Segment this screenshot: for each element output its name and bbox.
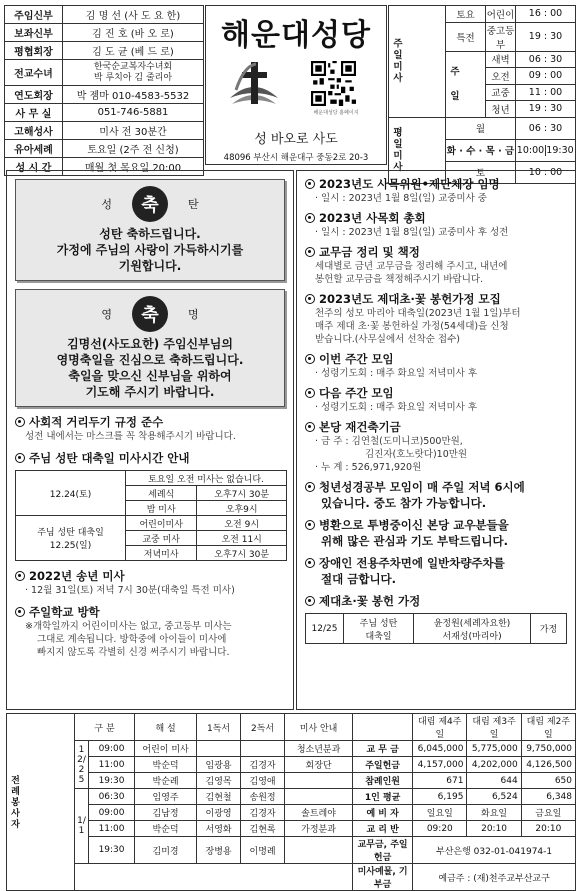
bullet-icon (15, 571, 25, 581)
table-cell: 2독서 (241, 714, 285, 741)
school-vacation: 주일학교 방학 ※개학일까지 어린이미사는 없고, 중고등부 미사는 그대로 계속됩니다. 방학중에 아이들이 미사에 빠지지 않도록 각별히 신경 써주시기 바랍니다. (15, 605, 285, 659)
schedule-name: 오전 (486, 68, 516, 85)
table-cell: 09:00 (89, 805, 135, 821)
staff-value: 김 진 호 (바 오 로) (63, 24, 204, 42)
table-cell: 1/1 (75, 789, 89, 864)
table-cell: 참례인원 (353, 773, 413, 789)
bullet-icon (305, 354, 315, 364)
table-cell: 회장단 (285, 757, 353, 773)
bullet-icon (305, 247, 315, 257)
table-cell: 4,202,000 (467, 757, 521, 773)
table-cell: 671 (413, 773, 467, 789)
right-column (296, 170, 576, 710)
table-cell (285, 837, 353, 864)
table-cell: 12/25 (75, 741, 89, 789)
staff-value: 토요일 (2주 전 신청) (63, 140, 204, 158)
staff-role: 유아세례 (5, 140, 63, 158)
staff-value: 한국순교복자수녀회 박 루치아 김 줄리아 (63, 60, 204, 86)
table-cell: 1독서 (197, 714, 241, 741)
staff-row (5, 122, 204, 140)
table-cell: 9,750,000 (521, 741, 575, 757)
table-cell: 미사 안내 (285, 714, 353, 741)
church-address: 48096 부산시 해운대구 중동2로 20-3 (223, 153, 369, 163)
schedule-name: 청년 (486, 101, 516, 118)
table-cell: 6,045,000 (413, 741, 467, 757)
bullet-icon (305, 294, 315, 304)
table-cell: 구 분 (75, 714, 135, 741)
staff-role: 전교수녀 (5, 60, 63, 86)
table-cell: 일요일 (413, 805, 467, 821)
liturgy-servers-label: 전례봉사자 (7, 714, 75, 891)
notice-parking: 장애인 전용주차면에 일반차량주차를 절대 금합니다. (305, 556, 567, 588)
sat-label: 토요 (446, 6, 486, 23)
table-cell: 4,126,500 (521, 757, 575, 773)
staff-row (5, 6, 204, 24)
table-cell: 09:00 (89, 741, 135, 757)
table-cell: 부산은행 032-01-041974-1 (413, 837, 576, 864)
notice-general-assembly: 2023년 사목회 총회 · 일시 : 2023년 1월 8일(일) 교중미사 후 성전 (305, 211, 567, 239)
qr-code-icon[interactable] (311, 61, 356, 106)
special-label: 특전 (446, 22, 486, 51)
staff-row (5, 60, 204, 86)
table-cell: 6,524 (467, 789, 521, 805)
bullet-icon (305, 422, 315, 432)
table-cell: 김영목 (197, 773, 241, 789)
table-cell: 해 설 (135, 714, 197, 741)
table-cell: 임광용 (197, 757, 241, 773)
celebration-seal-icon: 축 (132, 186, 168, 222)
table-cell: 화요일 (467, 805, 521, 821)
schedule-time: 09 : 00 (516, 68, 576, 85)
table-cell: 김경자 (241, 805, 285, 821)
staff-row (5, 24, 204, 42)
schedule-time: 19 : 30 (516, 101, 576, 118)
table-cell: 대림 제3주일 (467, 714, 521, 741)
table-cell: 6,195 (413, 789, 467, 805)
qr-caption: 해운대성당 홈페이지 (313, 110, 359, 116)
table-cell: 이명례 (241, 837, 285, 864)
left-column (6, 170, 294, 710)
staff-role: 연도회장 (5, 86, 63, 104)
table-cell: 가정분과 (285, 821, 353, 837)
table-cell: 5,775,000 (467, 741, 521, 757)
notice-flower-families: 2023년도 제대초·꽃 봉헌가정 모집 천주의 성모 마리아 대축일(2023년 1월 1일)부터 매주 제대 초·꽃 봉헌하실 가정(54세대)을 신청 받습니다.(사무실에서 선착순 접수) (305, 292, 567, 346)
table-cell: 청소년분과 (285, 741, 353, 757)
table-cell: 김경자 (241, 757, 285, 773)
staff-row (5, 104, 204, 122)
table-cell: 4,157,000 (413, 757, 467, 773)
table-cell: 김영애 (241, 773, 285, 789)
weekday-time: 06 : 30 (516, 117, 576, 139)
christmas-greeting: 성 축 탄 성탄 축하드립니다. 가정에 주님의 사랑이 가득하시기를 기원합니다. (15, 179, 285, 281)
schedule-time: 19 : 30 (516, 22, 576, 51)
bullet-icon (305, 179, 315, 189)
table-cell (285, 789, 353, 805)
table-cell: 임영주 (135, 789, 197, 805)
table-cell: 예금주 : (재)천주교부산교구 (413, 864, 576, 891)
table-cell: 교 리 반 (353, 821, 413, 837)
table-cell: 교무금, 주일헌금 (353, 837, 413, 864)
table-cell (241, 741, 285, 757)
bullet-icon (15, 417, 25, 427)
bullet-icon (15, 607, 25, 617)
staff-value: 김 명 선 (사 도 요 한) (63, 6, 204, 24)
table-cell: 어린이 미사 (135, 741, 197, 757)
bullet-icon (305, 596, 315, 606)
staff-row (5, 42, 204, 60)
bullet-icon (15, 453, 25, 463)
table-cell: 대림 제4주일 (413, 714, 467, 741)
table-cell: 09:20 (413, 821, 467, 837)
table-cell: 박순덕 (135, 757, 197, 773)
church-header (205, 5, 387, 165)
table-cell: 644 (467, 773, 521, 789)
staff-value: 051-746-5881 (63, 104, 204, 122)
table-cell: 교 무 금 (353, 741, 413, 757)
table-cell: 송원정 (241, 789, 285, 805)
table-cell: 대림 제2주일 (521, 714, 575, 741)
table-cell: 주일헌금 (353, 757, 413, 773)
sunday-mass-label: 주일미사 (389, 6, 446, 118)
weekday-times: 10:00 19:30 (516, 139, 576, 161)
table-cell: 06:30 (89, 789, 135, 805)
bullet-icon (305, 213, 315, 223)
table-cell (353, 714, 413, 741)
table-cell: 박순덕 (135, 821, 197, 837)
schedule-name: 중고등부 (486, 22, 516, 51)
patron-saint: 성 바오로 사도 (254, 132, 338, 147)
bullet-icon (305, 388, 315, 398)
staff-row (5, 140, 204, 158)
weekday-day: 월 (446, 117, 516, 139)
notice-youth-bible: 청년성경공부 모임이 매 주일 저녁 6시에 있습니다. 중도 참가 가능합니다. (305, 480, 567, 512)
staff-value: 김 도 균 (베 드 로) (63, 42, 204, 60)
staff-role: 주임신부 (5, 6, 63, 24)
table-cell: 20:10 (521, 821, 575, 837)
bullet-icon (305, 520, 315, 530)
schedule-time: 06 : 30 (516, 51, 576, 68)
notice-appointment: 2023년도 사목위원•제단체장 임명 · 일시 : 2023년 1월 8일(일) 교중미사 중 (305, 177, 567, 205)
table-cell: 금요일 (521, 805, 575, 821)
table-cell (75, 864, 353, 891)
staff-table (4, 5, 204, 176)
table-cell: 서영화 (197, 821, 241, 837)
schedule-name: 새벽 (486, 51, 516, 68)
mass-schedule-table (388, 5, 576, 184)
nameday-greeting: 영 축 명 김명선(사도요한) 주임신부님의 영명축일을 진심으로 축하드립니다. 축일을 맞으신 신부님을 위하여 기도해 주시기 바랍니다. (15, 289, 285, 407)
schedule-time: 11 : 00 (516, 84, 576, 101)
table-cell: 장병용 (197, 837, 241, 864)
yearend-mass: 2022년 송년 미사 · 12월 31일(토) 저녁 7시 30분(대축일 특전 미사) (15, 569, 285, 597)
table-cell (197, 741, 241, 757)
weekday-day: 화 · 수 · 목 · 금 (446, 139, 516, 161)
table-cell: 1인 평균 (353, 789, 413, 805)
table-cell: 김현록 (241, 821, 285, 837)
celebration-seal-icon: 축 (132, 296, 168, 332)
table-cell: 이광영 (197, 805, 241, 821)
staff-value: 미사 전 30분간 (63, 122, 204, 140)
staff-role: 사 무 실 (5, 104, 63, 122)
weekday-mass-label: 평일미사 (389, 117, 446, 183)
table-cell: 예 비 자 (353, 805, 413, 821)
staff-row (5, 86, 204, 104)
mass-guide: 주님 성탄 대축일 미사시간 안내 (15, 451, 285, 466)
christmas-mass-table: 12.24(토) 토요일 오전 미사는 없습니다. 세례식 오후7시 30분 밤 미사 오후9시 주님 성탄 대축일 12.25(일) 어린이미사 오전 9시 교중 미사 오전 11시 저녁미사 오후7시 30분 (15, 470, 287, 561)
table-cell: 650 (521, 773, 575, 789)
staff-role: 보좌신부 (5, 24, 63, 42)
staff-value: 박 젬마 010-4583-5532 (63, 86, 204, 104)
schedule-time: 16 : 00 (516, 6, 576, 23)
table-cell: 미사예물, 기부금 (353, 864, 413, 891)
bullet-icon (305, 482, 315, 492)
flower-offering-table: 12/25 주님 성탄 대축일 윤정원(세례자요한) 서재성(마리아) 가정 (305, 613, 567, 644)
sun-label: 주 일 (446, 51, 486, 117)
schedule-name: 어린이 (486, 6, 516, 23)
table-cell: 11:00 (89, 757, 135, 773)
staff-role: 고해성사 (5, 122, 63, 140)
notice-prayer: 병환으로 투병중이신 본당 교우분들을 위해 많은 관심과 기도 부탁드립니다. (305, 518, 567, 550)
table-cell: 박순례 (135, 773, 197, 789)
table-cell (285, 773, 353, 789)
schedule-name: 교중 (486, 84, 516, 101)
notice-next-week: 다음 주간 모임 · 성령기도회 : 매주 화요일 저녁미사 후 (305, 386, 567, 414)
church-title: 해운대성당 (221, 18, 371, 53)
cross-logo-icon (226, 58, 282, 112)
bullet-icon (305, 558, 315, 568)
staff-value: 매월 첫 목요일 20:00 (63, 158, 204, 176)
table-cell: 19:30 (89, 773, 135, 789)
table-cell: 11:00 (89, 821, 135, 837)
table-cell: 솔트레야 (285, 805, 353, 821)
table-cell: 6,348 (521, 789, 575, 805)
weekday-time: 10 : 00 (516, 161, 576, 183)
flower-offering: 제대초·꽃 봉헌 가정 (305, 594, 567, 609)
table-cell: 김남정 (135, 805, 197, 821)
table-cell: 김현철 (197, 789, 241, 805)
notice-this-week: 이번 주간 모임 · 성령기도회 : 매주 화요일 저녁미사 후 (305, 352, 567, 380)
staff-role: 평협회장 (5, 42, 63, 60)
weekday-day: 토 (446, 161, 516, 183)
table-cell: 김미경 (135, 837, 197, 864)
distancing-notice: 사회적 거리두기 규정 준수 성전 내에서는 마스크를 꼭 착용해주시기 바랍니다. (15, 415, 285, 443)
table-cell: 19:30 (89, 837, 135, 864)
notice-dues: 교무금 정리 및 책정 세대별로 금년 교무금을 정리해 주시고, 내년에 봉헌할 교무금을 책정해주시기 바랍니다. (305, 245, 567, 286)
staff-role: 성 시 간 (5, 158, 63, 176)
table-cell: 20:10 (467, 821, 521, 837)
notice-rebuild-fund: 본당 재건축기금 · 금 주 : 김연철(도미니코)500만원, 김진자(호노랏다)10만원 · 누 계 : 526,971,920원 (305, 420, 567, 474)
bottom-tables (6, 713, 576, 891)
